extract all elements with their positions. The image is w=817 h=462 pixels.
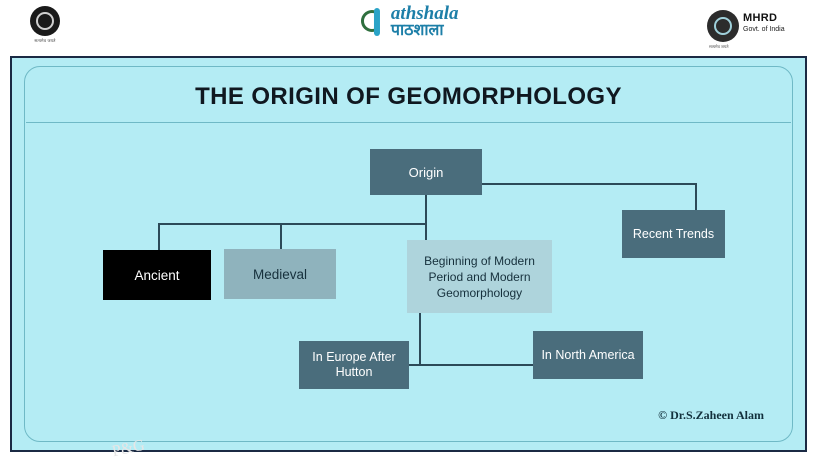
pathshala-p-mark-icon: [358, 7, 384, 37]
government-emblem-icon: [22, 6, 68, 52]
slide-header: [0, 0, 817, 56]
emblem-disc: [30, 6, 60, 36]
node-beginning-of-modern-period[interactable]: Beginning of Modern Period and Modern Geomorphology: [407, 240, 552, 313]
node-in-europe-after-hutton[interactable]: In Europe After Hutton: [299, 341, 409, 389]
pathshala-wordmark: [391, 5, 459, 38]
slide-board-inner: [24, 66, 793, 442]
mhrd-title: MHRD: [743, 12, 778, 24]
connector-beginning-stem: [419, 313, 421, 365]
connector-to-ancient: [158, 223, 160, 251]
pathshala-logo-icon: [358, 5, 458, 38]
connector-to-medieval: [280, 223, 282, 250]
page-title: THE ORIGIN OF GEOMORPHOLOGY: [195, 83, 622, 110]
slide-board: [10, 56, 807, 452]
mhrd-caption: सत्यमेव जयते: [709, 44, 729, 49]
connector-origin-stem: [425, 195, 427, 223]
author-credit: © Dr.S.Zaheen Alam: [658, 408, 764, 422]
watermark-text: P&G: [110, 436, 147, 461]
brand-latin-text: athshala: [390, 3, 459, 24]
connector-origin-to-recent-drop: [695, 183, 697, 211]
mhrd-disc: [707, 10, 739, 42]
connector-origin-to-recent-horizontal: [482, 183, 697, 185]
node-medieval[interactable]: Medieval: [224, 249, 336, 299]
node-origin[interactable]: Origin: [370, 149, 482, 195]
mhrd-emblem-icon: [707, 6, 799, 52]
brand-devanagari-text: पाठशाला: [390, 20, 444, 39]
origin-flow-diagram: [25, 123, 792, 447]
node-ancient[interactable]: Ancient: [103, 250, 211, 300]
mhrd-subtitle: Govt. of India: [743, 26, 785, 33]
connector-spine: [158, 223, 427, 225]
emblem-caption: सत्यमेव जयते: [34, 38, 56, 43]
node-recent-trends[interactable]: Recent Trends: [622, 210, 725, 258]
node-in-north-america[interactable]: In North America: [533, 331, 643, 379]
connector-to-beginning: [425, 223, 427, 241]
